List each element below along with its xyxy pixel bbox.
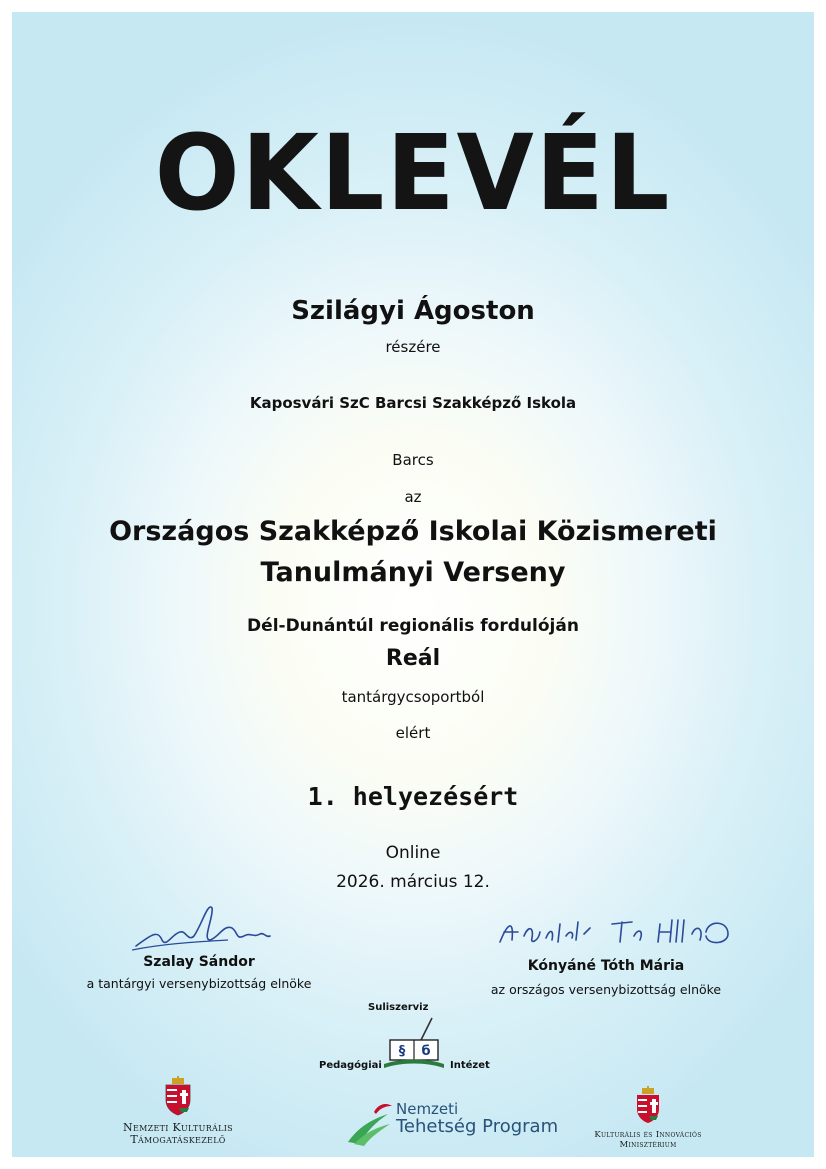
ntp-logo [344, 1098, 559, 1157]
subject-group: tantárgycsoportból [341, 688, 485, 706]
date: 2026. március 12. [336, 872, 490, 892]
signer-left-name: Szalay Sándor [143, 954, 255, 970]
achieved-word: elért [395, 724, 431, 742]
ministry-logo [578, 1086, 718, 1150]
svg-text:б: б [421, 1044, 431, 1059]
spi-book-logo-icon [382, 1016, 446, 1072]
nktk-logo [108, 1076, 248, 1146]
nktk-line1: Nemzeti Kulturális [123, 1121, 233, 1134]
competition-title-line1: Országos Szakképző Iskolai Közismereti [109, 516, 717, 547]
diploma-title: OKLEVÉL [154, 112, 672, 234]
signer-right-role: az országos versenybizottság elnöke [490, 982, 722, 997]
spi-logo-right-text: Intézet [450, 1060, 490, 1071]
hungarian-coat-of-arms-icon [634, 1086, 662, 1124]
ntp-swoosh-icon [344, 1098, 396, 1148]
spi-logo-left-text: Pedagógiai [319, 1060, 382, 1071]
signer-right-name: Kónyáné Tóth Mária [527, 958, 685, 974]
article: az [404, 488, 422, 506]
handwritten-signature-left [132, 894, 272, 954]
city: Barcs [392, 451, 434, 469]
handwritten-signature-right [494, 912, 744, 952]
competition-round: Dél-Dunántúl regionális fordulóján [247, 616, 579, 636]
ministry-line2: Minisztérium [619, 1140, 677, 1150]
diploma-page [12, 12, 814, 1157]
spi-logo-top-text: Suliszerviz [368, 1002, 429, 1013]
school-name: Kaposvári SzC Barcsi Szakképző Iskola [249, 394, 577, 412]
for-word: részére [385, 338, 441, 356]
nktk-line2: Támogatáskezelő [130, 1133, 226, 1146]
location: Online [385, 843, 441, 863]
svg-text:§: § [398, 1044, 406, 1059]
ministry-line1: Kulturális és Innovációs [594, 1130, 702, 1140]
ntp-line2: Tehetség Program [396, 1116, 559, 1137]
placement: 1. helyezésért [307, 782, 519, 811]
ntp-line1: Nemzeti [396, 1100, 459, 1118]
competition-title-line2: Tanulmányi Verseny [260, 557, 566, 588]
signer-left-role: a tantárgyi versenybizottság elnöke [86, 976, 312, 991]
recipient-name: Szilágyi Ágoston [291, 296, 535, 326]
hungarian-coat-of-arms-icon [163, 1076, 193, 1116]
subject-name: Reál [385, 646, 441, 671]
